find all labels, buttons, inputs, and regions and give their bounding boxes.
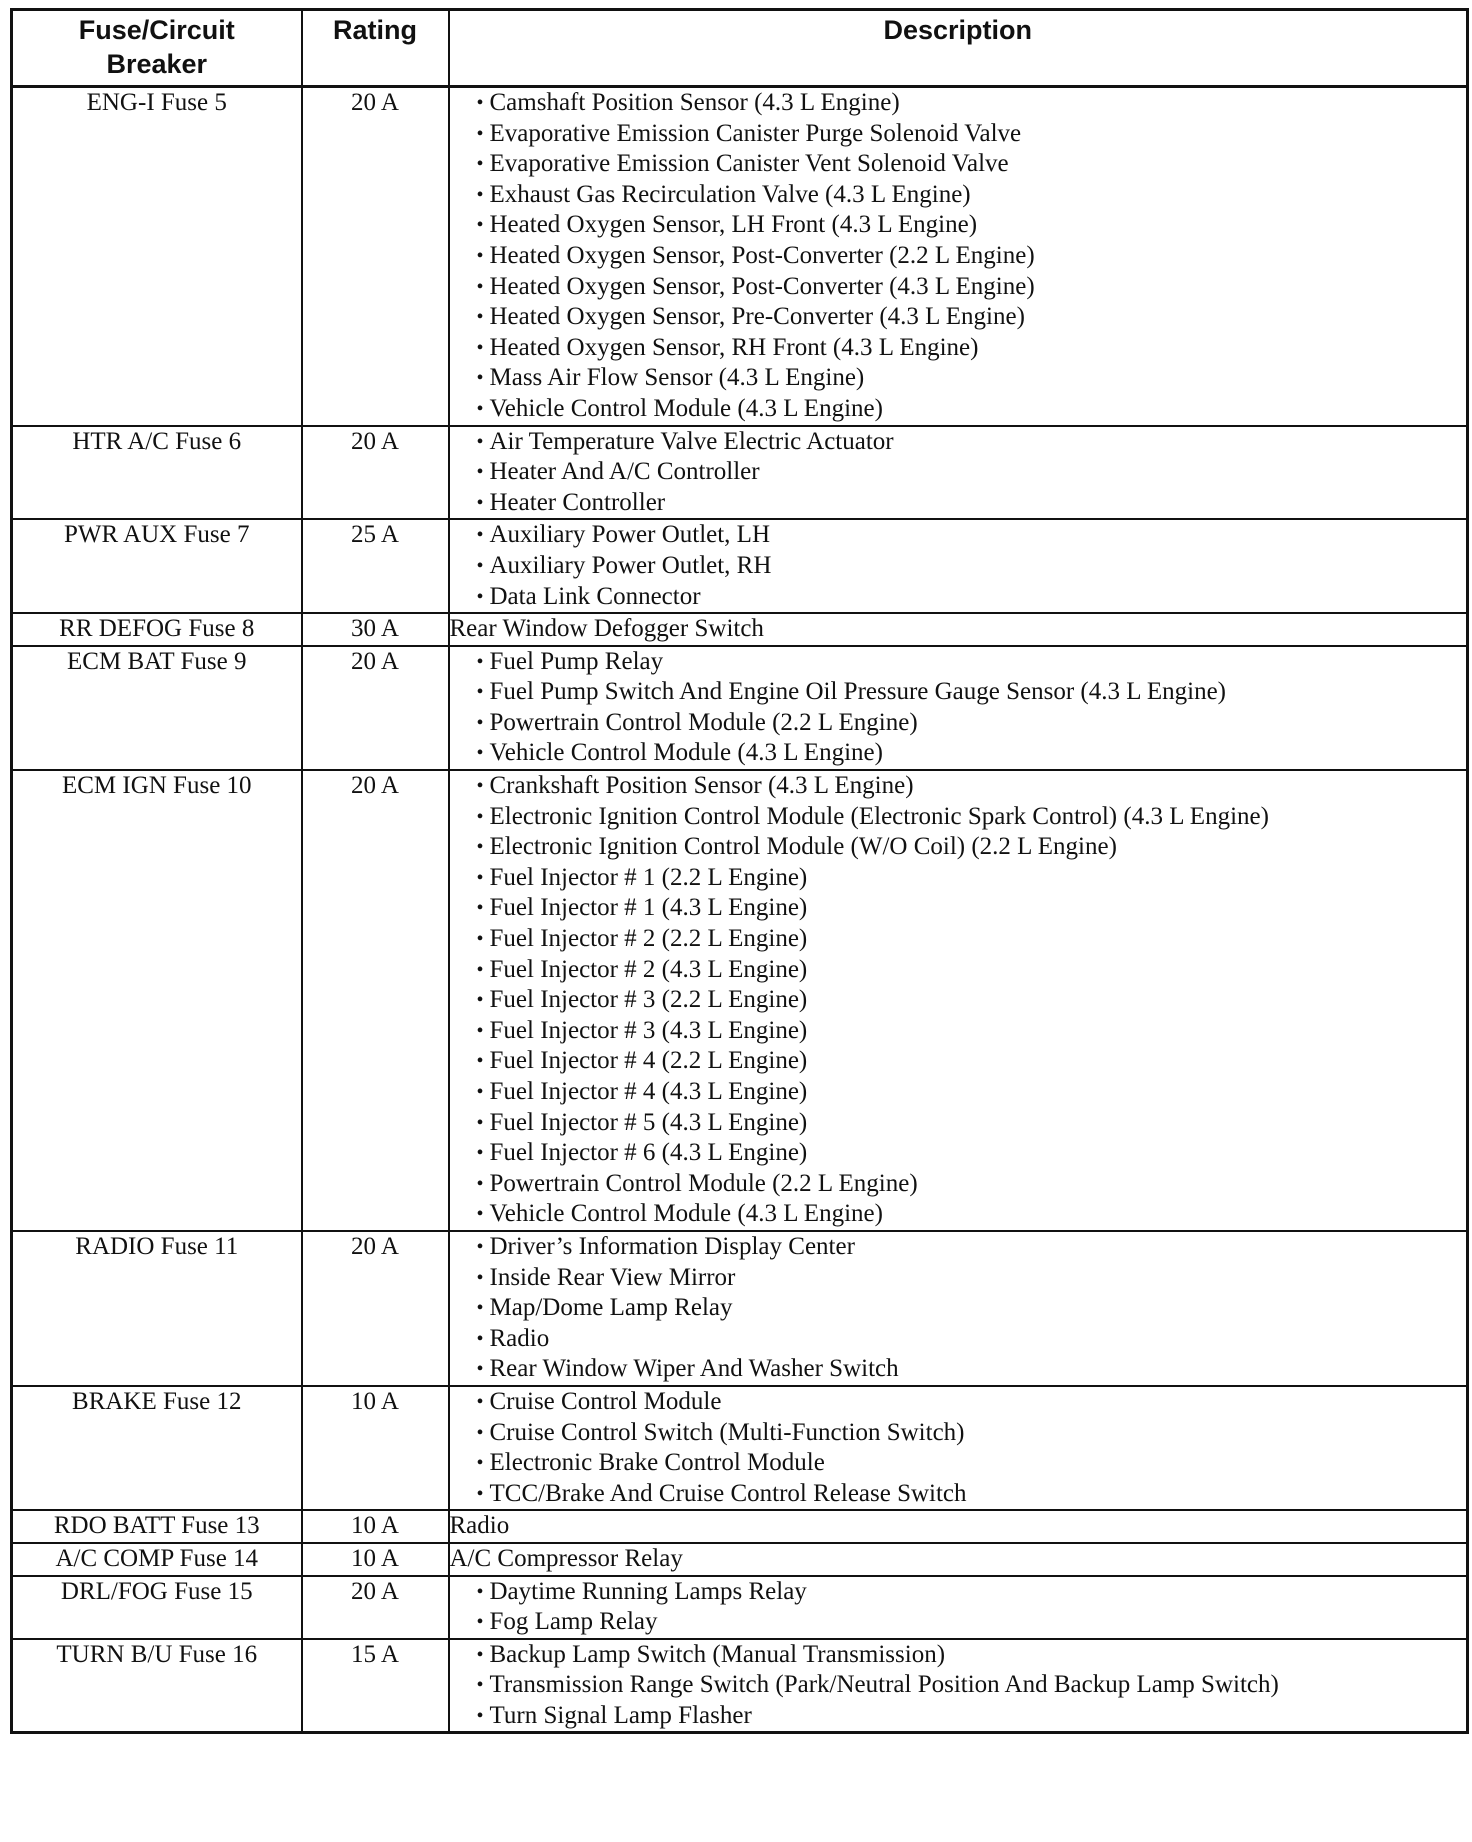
description-item: • Map/Dome Lamp Relay [490,1293,1467,1324]
description-item: • Cruise Control Module [490,1387,1467,1418]
table-row [12,1231,1468,1386]
fuse-cell: ENG-I Fuse 5 [12,87,302,426]
description-item: • Evaporative Emission Canister Vent Solenoid Valve [490,149,1467,180]
fuse-cell: ECM IGN Fuse 10 [12,770,302,1231]
description-item: • Fuel Injector # 2 (4.3 L Engine) [490,955,1467,986]
description-list [450,1577,1467,1638]
description-item: • Powertrain Control Module (2.2 L Engine) [490,1169,1467,1200]
description-cell [449,1510,1468,1543]
fuse-cell: BRAKE Fuse 12 [12,1386,302,1510]
description-item: • Fuel Injector # 5 (4.3 L Engine) [490,1108,1467,1139]
description-text: Radio [449,1512,510,1540]
description-text: A/C Compressor Relay [449,1544,683,1572]
fuse-cell: TURN B/U Fuse 16 [12,1639,302,1733]
fuse-cell: ECM BAT Fuse 9 [12,646,302,770]
rating-cell: 20 A [302,770,449,1231]
rating-cell: 20 A [302,1576,449,1639]
description-item: • Vehicle Control Module (4.3 L Engine) [490,1199,1467,1230]
header-fuse: Fuse/Circuit Breaker [12,10,302,87]
description-cell [449,613,1468,646]
description-text: Rear Window Defogger Switch [449,615,764,643]
table-row [12,1543,1468,1576]
rating-cell: 20 A [302,646,449,770]
table-row [12,646,1468,770]
fuse-cell: RDO BATT Fuse 13 [12,1510,302,1543]
description-item: • Fuel Pump Relay [490,647,1467,678]
description-item: • Electronic Ignition Control Module (Electronic Spark Control) (4.3 L Engine) [490,802,1467,833]
description-item: • Camshaft Position Sensor (4.3 L Engine) [490,88,1467,119]
description-list [450,1640,1467,1732]
description-item: • Driver’s Information Display Center [490,1232,1467,1263]
description-cell [449,646,1468,770]
description-cell [449,1543,1468,1576]
rating-cell: 30 A [302,613,449,646]
description-item: • Fuel Injector # 1 (2.2 L Engine) [490,863,1467,894]
rating-cell: 10 A [302,1386,449,1510]
description-item: • Fog Lamp Relay [490,1607,1467,1638]
description-cell [449,1231,1468,1386]
fuse-cell: DRL/FOG Fuse 15 [12,1576,302,1639]
description-item: • Radio [490,1324,1467,1355]
description-item: • Vehicle Control Module (4.3 L Engine) [490,394,1467,425]
description-item: • Fuel Injector # 4 (4.3 L Engine) [490,1077,1467,1108]
rating-cell: 20 A [302,1231,449,1386]
description-list [450,427,1467,519]
header-rating: Rating [302,10,449,87]
description-list [450,771,1467,1230]
table-row [12,519,1468,613]
fuse-cell: RADIO Fuse 11 [12,1231,302,1386]
description-item: • Auxiliary Power Outlet, RH [490,551,1467,582]
description-list [450,520,1467,612]
description-item: • Heated Oxygen Sensor, Pre-Converter (4.3 L Engine) [490,302,1467,333]
description-item: • Heater Controller [490,488,1467,519]
description-list [450,647,1467,769]
description-cell [449,426,1468,520]
table-row [12,426,1468,520]
description-item: • Cruise Control Switch (Multi-Function Switch) [490,1418,1467,1449]
description-item: • Heated Oxygen Sensor, LH Front (4.3 L Engine) [490,210,1467,241]
description-item: • Fuel Injector # 3 (2.2 L Engine) [490,985,1467,1016]
description-item: • Exhaust Gas Recirculation Valve (4.3 L Engine) [490,180,1467,211]
description-item: • Evaporative Emission Canister Purge Solenoid Valve [490,119,1467,150]
header-row [12,10,1468,87]
table-row [12,770,1468,1231]
description-list [450,1232,1467,1385]
description-item: • Electronic Brake Control Module [490,1448,1467,1479]
description-item: • Data Link Connector [490,582,1467,613]
description-item: • Air Temperature Valve Electric Actuator [490,427,1467,458]
table-row [12,1510,1468,1543]
description-item: • Heater And A/C Controller [490,457,1467,488]
description-item: • Fuel Injector # 3 (4.3 L Engine) [490,1016,1467,1047]
description-item: • Auxiliary Power Outlet, LH [490,520,1467,551]
fuse-cell: RR DEFOG Fuse 8 [12,613,302,646]
description-item: • Transmission Range Switch (Park/Neutral Position And Backup Lamp Switch) [490,1670,1467,1701]
description-item: • Fuel Injector # 1 (4.3 L Engine) [490,893,1467,924]
description-item: • Fuel Pump Switch And Engine Oil Pressure Gauge Sensor (4.3 L Engine) [490,677,1467,708]
description-item: • Daytime Running Lamps Relay [490,1577,1467,1608]
fuse-cell: PWR AUX Fuse 7 [12,519,302,613]
description-cell [449,1386,1468,1510]
table-row [12,1576,1468,1639]
description-item: • Vehicle Control Module (4.3 L Engine) [490,738,1467,769]
description-item: • Powertrain Control Module (2.2 L Engine) [490,708,1467,739]
description-item: • Inside Rear View Mirror [490,1263,1467,1294]
description-cell [449,1639,1468,1733]
description-list [450,1387,1467,1509]
fuse-table [10,8,1469,1734]
description-item: • Crankshaft Position Sensor (4.3 L Engine) [490,771,1467,802]
description-item: • Mass Air Flow Sensor (4.3 L Engine) [490,363,1467,394]
fuse-cell: HTR A/C Fuse 6 [12,426,302,520]
description-cell [449,519,1468,613]
table-row [12,1386,1468,1510]
description-item: • TCC/Brake And Cruise Control Release Switch [490,1479,1467,1510]
rating-cell: 15 A [302,1639,449,1733]
rating-cell: 10 A [302,1510,449,1543]
description-item: • Backup Lamp Switch (Manual Transmission) [490,1640,1467,1671]
description-item: • Fuel Injector # 6 (4.3 L Engine) [490,1138,1467,1169]
rating-cell: 20 A [302,87,449,426]
description-item: • Fuel Injector # 4 (2.2 L Engine) [490,1046,1467,1077]
description-cell [449,1576,1468,1639]
rating-cell: 10 A [302,1543,449,1576]
description-item: • Heated Oxygen Sensor, Post-Converter (4.3 L Engine) [490,272,1467,303]
description-item: • Turn Signal Lamp Flasher [490,1701,1467,1732]
description-list [450,88,1467,425]
table-row [12,613,1468,646]
description-cell [449,87,1468,426]
fuse-cell: A/C COMP Fuse 14 [12,1543,302,1576]
description-item: • Heated Oxygen Sensor, RH Front (4.3 L Engine) [490,333,1467,364]
table-row [12,87,1468,426]
header-description: Description [449,10,1468,87]
description-item: • Heated Oxygen Sensor, Post-Converter (2.2 L Engine) [490,241,1467,272]
description-item: • Electronic Ignition Control Module (W/O Coil) (2.2 L Engine) [490,832,1467,863]
table-row [12,1639,1468,1733]
description-item: • Rear Window Wiper And Washer Switch [490,1354,1467,1385]
rating-cell: 25 A [302,519,449,613]
description-item: • Fuel Injector # 2 (2.2 L Engine) [490,924,1467,955]
rating-cell: 20 A [302,426,449,520]
description-cell [449,770,1468,1231]
